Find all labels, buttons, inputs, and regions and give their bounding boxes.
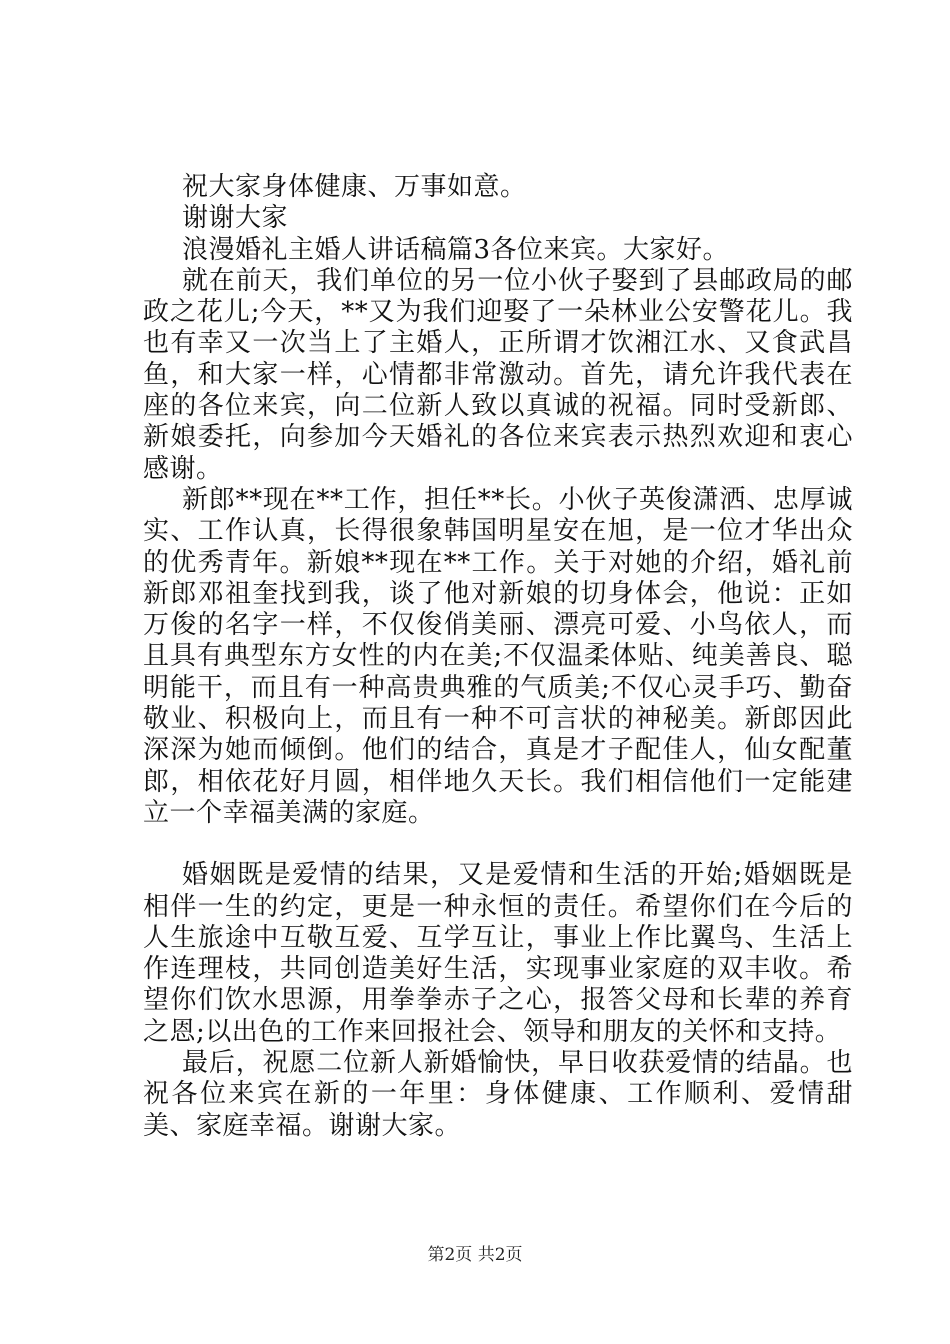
paragraph-thanks: 谢谢大家 [182, 203, 289, 234]
paragraph-opening: 就在前天，我们单位的另一位小伙子娶到了县邮政局的邮政之花儿;今天，**又为我们迎娶了一朵林业公安警花儿。我也有幸又一次当上了主婚人，正所谓才饮湘江水、又食武昌鱼，和大家一样，心情都非常激动。首先，请允许我代表在座的各位来宾，向二位新人致以真诚的祝福。同时受新郎、新娘委托，向参加今天婚礼的各位来宾表示热烈欢迎和衷心感谢。 [143, 265, 853, 484]
document-body [143, 172, 853, 1142]
paragraph-closing-wish: 祝大家身体健康、万事如意。 [182, 172, 527, 202]
paragraph-marriage-wishes: 婚姻既是爱情的结果，又是爱情和生活的开始;婚姻既是相伴一生的约定，更是一种永恒的责任。希望你们在今后的人生旅途中互敬互爱、互学互让，事业上作比翼鸟、生活上作连理枝，共同创造美好生活，实现事业家庭的双丰收。希望你们饮水思源，用拳拳赤子之心，报答父母和长辈的养育之恩;以出色的工作来回报社会、领导和朋友的关怀和支持。 [143, 860, 853, 1047]
paragraph-final-blessing: 最后，祝愿二位新人新婚愉快，早日收获爱情的结晶。也祝各位来宾在新的一年里：身体健康、工作顺利、爱情甜美、家庭幸福。谢谢大家。 [143, 1048, 853, 1141]
page-number-footer: 第2页 共2页 [427, 1245, 523, 1265]
paragraph-section-title: 浪漫婚礼主婚人讲话稿篇3各位来宾。大家好。 [182, 234, 730, 265]
paragraph-couple-intro: 新郎**现在**工作，担任**长。小伙子英俊潇洒、忠厚诚实、工作认真，长得很象韩国明星安在旭，是一位才华出众的优秀青年。新娘**现在**工作。关于对她的介绍，婚礼前新郎邓祖奎找到我，谈了他对新娘的切身体会，他说：正如万俊的名字一样，不仅俊俏美丽、漂亮可爱、小鸟依人，而且具有典型东方女性的内在美;不仅温柔体贴、纯美善良、聪明能干，而且有一种高贵典雅的气质美;不仅心灵手巧、勤奋敬业、积极向上，而且有一种不可言状的神秘美。新郎因此深深为她而倾倒。他们的结合，真是才子配佳人，仙女配董郎，相依花好月圆，相伴地久天长。我们相信他们一定能建立一个幸福美满的家庭。 [143, 484, 853, 828]
